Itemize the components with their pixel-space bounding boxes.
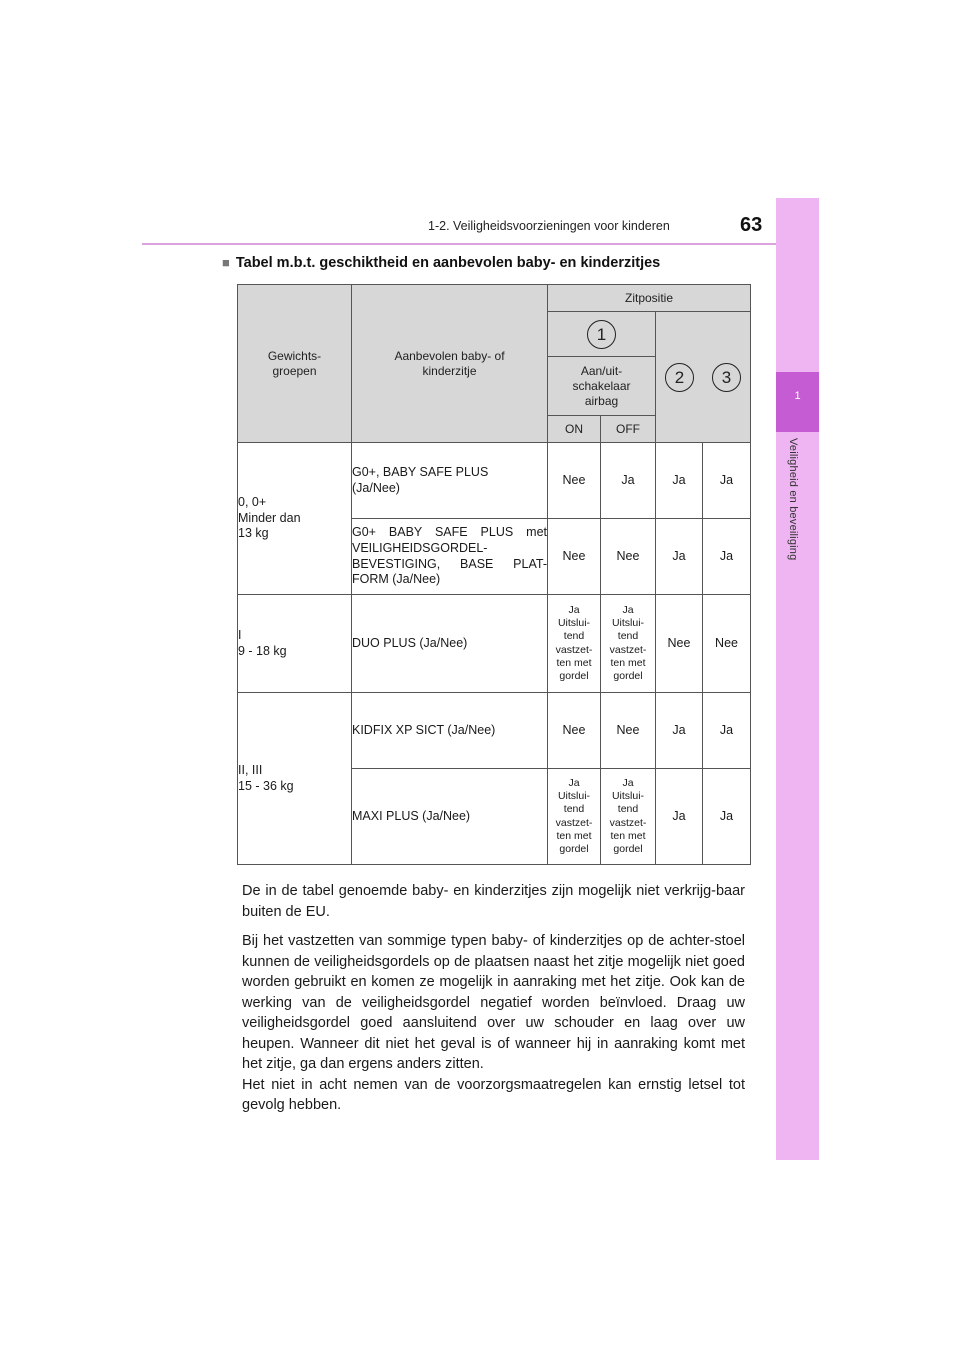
- weight-group-cell: 0, 0+ Minder dan 13 kg: [238, 443, 352, 595]
- position-2-icon: 2: [665, 363, 694, 392]
- position-1-on-cell: Ja Uitslui- tend vastzet- ten met gordel: [548, 769, 601, 865]
- section-title: [222, 255, 660, 271]
- position-2-cell: Ja: [656, 693, 703, 769]
- header-off: OFF: [601, 416, 656, 443]
- seat-name-cell: DUO PLUS (Ja/Nee): [352, 595, 548, 693]
- seat-name-cell: G0+, BABY SAFE PLUS (Ja/Nee): [352, 443, 548, 519]
- position-3-icon: 3: [712, 363, 741, 392]
- position-1-on-cell: Nee: [548, 443, 601, 519]
- paragraph: Het niet in acht nemen van de voorzorgsmaatregelen kan ernstig letsel tot gevolg hebben.: [242, 1076, 745, 1113]
- paragraph: Bij het vastzetten van sommige typen baby- of kinderzitjes op de achter-stoel kunnen de veiligheidsgordels op de plaatsen naast het zitje mogelijk niet goed worden gebruikt en komen ze mogelijk in aanraking met het zitje. Ook kan de werking van de veiligheidsgordel negatief worden beïnvloed. Draag uw veiligheidsgordel goed aansluitend over uw schouder en laag over uw heupen. Wanneer dit niet het geval is of wanneer hij in aanraking komt met het zitje, ga dan ergens anders zitten.: [242, 933, 745, 1072]
- position-2-cell: Ja: [656, 769, 703, 865]
- header-weight-groups: Gewichts- groepen: [238, 285, 352, 443]
- body-text: [242, 881, 745, 1125]
- side-tab-number: 1: [794, 390, 801, 402]
- position-2-cell: Nee: [656, 595, 703, 693]
- position-3-cell: Ja: [703, 519, 751, 595]
- side-tab-strip: [776, 198, 819, 1160]
- position-1-off-cell: Ja: [601, 443, 656, 519]
- header-divider: [142, 243, 819, 245]
- position-1-icon: 1: [587, 320, 616, 349]
- position-1-off-cell: Ja Uitslui- tend vastzet- ten met gordel: [601, 595, 656, 693]
- seat-name-cell: G0+ BABY SAFE PLUS met VEILIGHEIDSGORDEL-BEVESTIGING, BASE PLAT-FORM (Ja/Nee): [352, 519, 548, 595]
- paragraph: De in de tabel genoemde baby- en kinderzitjes zijn mogelijk niet verkrijg-baar buiten de EU.: [242, 883, 745, 920]
- side-tab-label: Veiligheid en beveiliging: [787, 438, 799, 561]
- header-seating-position: Zitpositie: [548, 285, 751, 312]
- position-3-cell: Ja: [703, 769, 751, 865]
- header-airbag-switch: Aan/uit- schakelaar airbag: [548, 357, 656, 416]
- section-title-text: Tabel m.b.t. geschiktheid en aanbevolen baby- en kinderzitjes: [235, 255, 661, 271]
- position-3-cell: Nee: [703, 595, 751, 693]
- position-2-cell: Ja: [656, 519, 703, 595]
- position-1-off-cell: Ja Uitslui- tend vastzet- ten met gordel: [601, 769, 656, 865]
- position-1-off-cell: Nee: [601, 519, 656, 595]
- square-bullet-icon: ■: [222, 255, 230, 270]
- seat-name-cell: KIDFIX XP SICT (Ja/Nee): [352, 693, 548, 769]
- page-number: 63: [740, 214, 763, 236]
- position-1-on-cell: Nee: [548, 519, 601, 595]
- header-on: ON: [548, 416, 601, 443]
- side-tab-chapter-marker: [776, 372, 819, 432]
- chapter-label: 1-2. Veiligheidsvoorzieningen voor kinderen: [428, 219, 670, 233]
- position-1-off-cell: Nee: [601, 693, 656, 769]
- header-positions-2-3: [656, 312, 751, 443]
- header-recommended-seat: Aanbevolen baby- of kinderzitje: [352, 285, 548, 443]
- position-3-cell: Ja: [703, 693, 751, 769]
- position-3-cell: Ja: [703, 443, 751, 519]
- weight-group-cell: I 9 - 18 kg: [238, 595, 352, 693]
- seat-name-cell: MAXI PLUS (Ja/Nee): [352, 769, 548, 865]
- header-position-1: [548, 312, 656, 357]
- weight-group-cell: II, III 15 - 36 kg: [238, 693, 352, 865]
- position-2-cell: Ja: [656, 443, 703, 519]
- position-1-on-cell: Ja Uitslui- tend vastzet- ten met gordel: [548, 595, 601, 693]
- child-seat-suitability-table: [237, 284, 751, 865]
- position-1-on-cell: Nee: [548, 693, 601, 769]
